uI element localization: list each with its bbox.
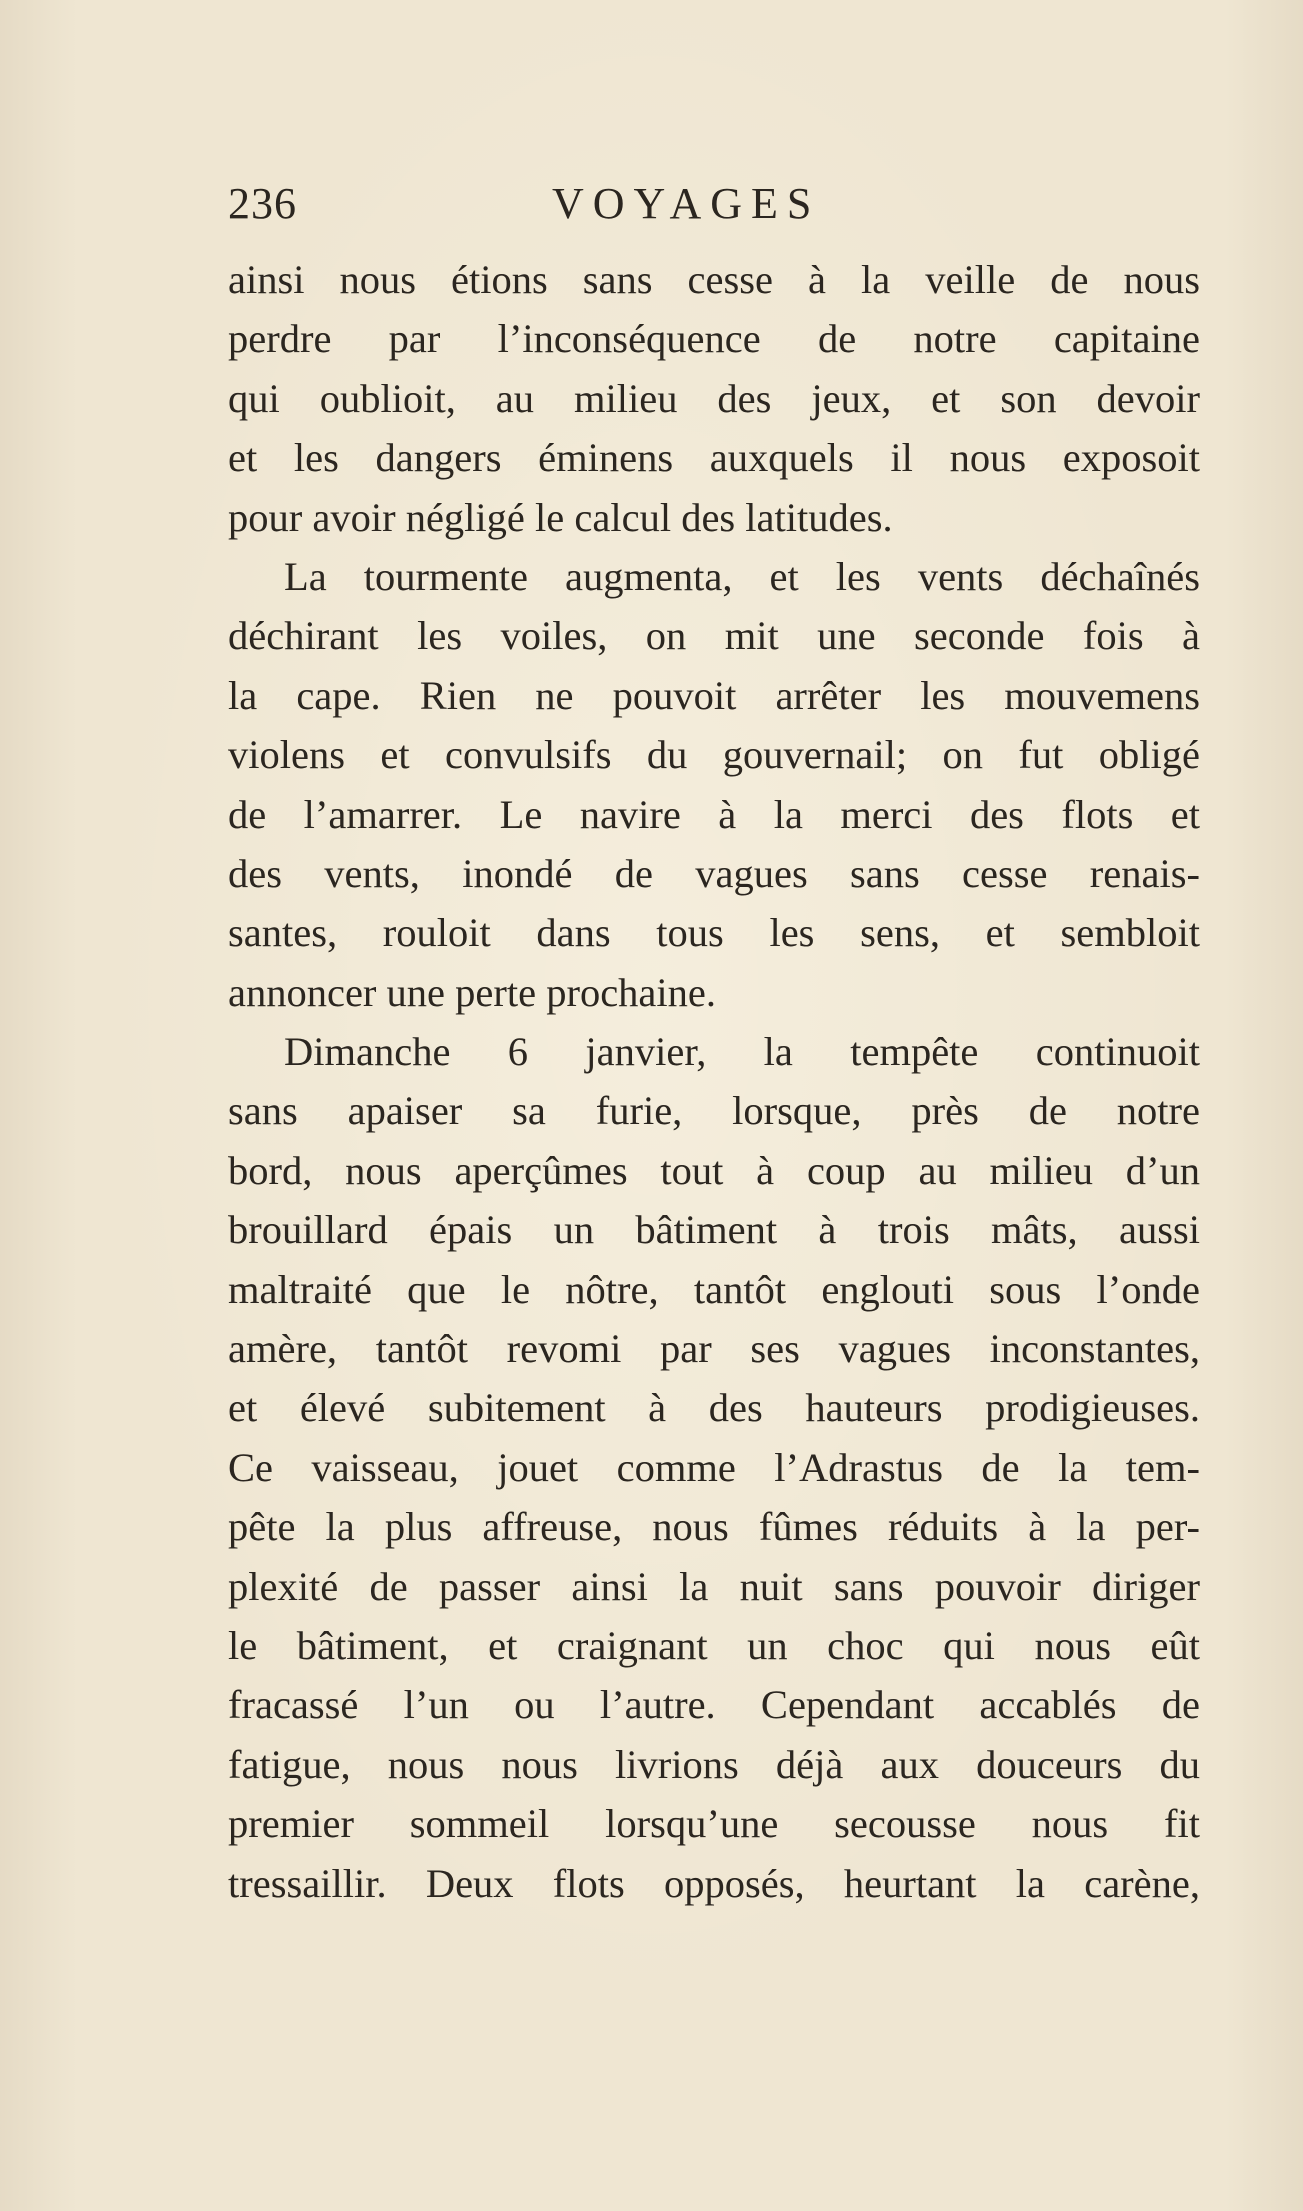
text-line: maltraité que le nôtre, tantôt englouti sous l’onde xyxy=(228,1266,1200,1312)
text-line: la cape. Rien ne pouvoit arrêter les mouvemens xyxy=(228,672,1200,718)
text-line: Dimanche 6 janvier, la tempête continuoit xyxy=(284,1029,1200,1075)
text-line: plexité de passer ainsi la nuit sans pouvoir diriger xyxy=(228,1563,1200,1609)
text-line: perdre par l’inconséquence de notre capitaine xyxy=(228,316,1200,362)
text-line: tressaillir. Deux flots opposés, heurtant la carène, xyxy=(228,1860,1200,1906)
text-line: qui oublioit, au milieu des jeux, et son devoir xyxy=(228,375,1200,421)
text-line: déchirant les voiles, on mit une seconde fois à xyxy=(228,613,1200,659)
text-line: ainsi nous étions sans cesse à la veille de nous xyxy=(228,257,1200,302)
running-title: VOYAGES xyxy=(552,179,821,228)
text-line: premier sommeil lorsqu’une secousse nous fit xyxy=(228,1801,1200,1847)
text-line: et les dangers éminens auxquels il nous exposoit xyxy=(228,435,1200,481)
text-line: fatigue, nous nous livrions déjà aux douceurs du xyxy=(228,1741,1200,1787)
text-line: sans apaiser sa furie, lorsque, près de notre xyxy=(228,1088,1200,1134)
text-line: La tourmente augmenta, et les vents déchaînés xyxy=(284,553,1200,599)
text-line: et élevé subitement à des hauteurs prodigieuses. xyxy=(228,1385,1200,1431)
page-number: 236 xyxy=(228,179,297,228)
body-text xyxy=(228,250,1200,1913)
text-line: de l’amarrer. Le navire à la merci des flots et xyxy=(228,791,1200,837)
text-line: fracassé l’un ou l’autre. Cependant accablés de xyxy=(228,1682,1200,1728)
text-line: violens et convulsifs du gouvernail; on fut obligé xyxy=(228,732,1200,778)
text-line: des vents, inondé de vagues sans cesse renais- xyxy=(228,850,1200,896)
text-line: le bâtiment, et craignant un choc qui nous eût xyxy=(228,1622,1200,1668)
text-line: pête la plus affreuse, nous fûmes réduits à la per- xyxy=(228,1504,1200,1550)
text-line: santes, rouloit dans tous les sens, et sembloit xyxy=(228,910,1200,956)
text-line: Ce vaisseau, jouet comme l’Adrastus de la tem- xyxy=(228,1444,1200,1490)
text-line: bord, nous aperçûmes tout à coup au milieu d’un xyxy=(228,1147,1200,1193)
text-line: pour avoir négligé le calcul des latitudes. xyxy=(228,494,893,540)
text-line: annoncer une perte prochaine. xyxy=(228,969,716,1015)
text-line: amère, tantôt revomi par ses vagues inconstantes, xyxy=(228,1326,1200,1372)
page-header xyxy=(228,178,1208,238)
text-line: brouillard épais un bâtiment à trois mâts, aussi xyxy=(228,1207,1200,1253)
